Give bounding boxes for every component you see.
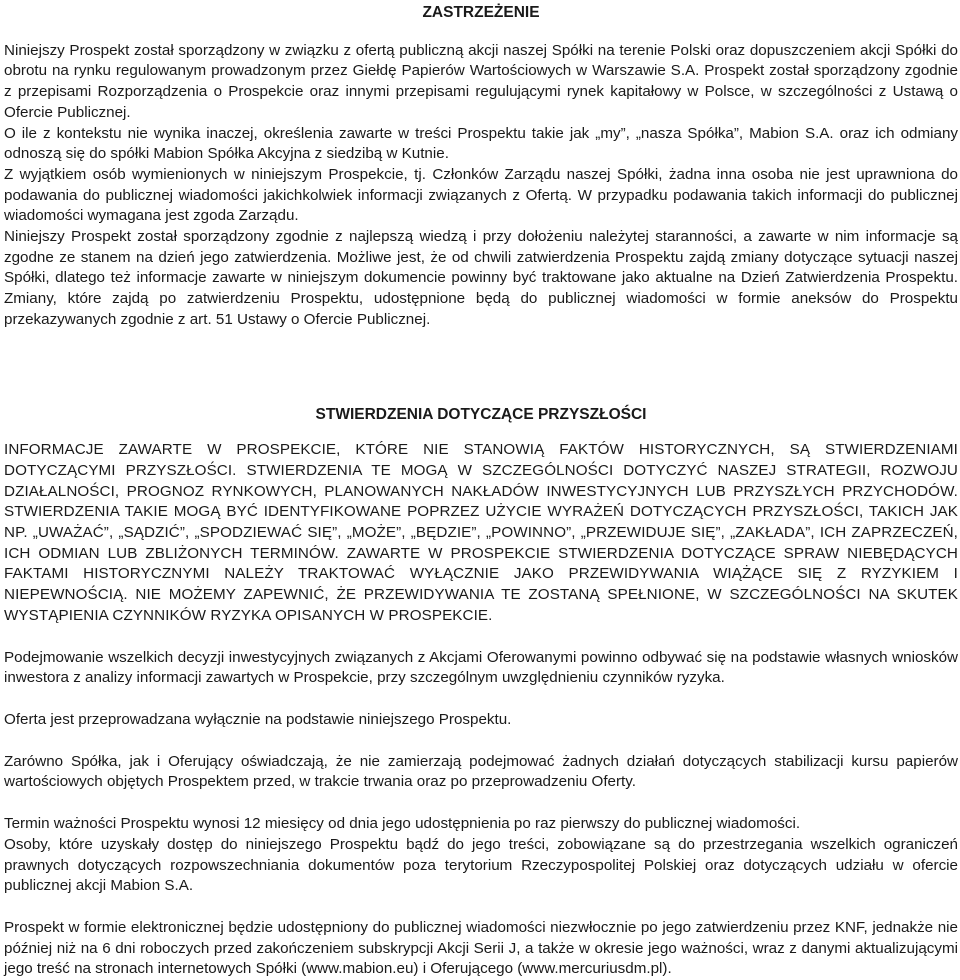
disclaimer-paragraph-2: O ile z kontekstu nie wynika inaczej, określenia zawarte w treści Prospektu takie jak „my”, „nasza Spółka”, Mabion S.A. oraz ich odmiany odnoszą się do spółki Mabion Spółka Akcyjna z siedzibą w Kutnie.	[4, 124, 958, 163]
disclaimer-paragraph-4: Niniejszy Prospekt został sporządzony zgodnie z najlepszą wiedzą i przy dołożeniu należytej staranności, a zawarte w nim informacje są zgodne ze stanem na dzień jego zatwierdzenia. Możliwe jest, że od chwili zatwierdzenia Prospektu zajdą zmiany dotyczące sytuacji naszej Spółki, dlatego też informacje zawarte w niniejszym dokumencie powinny być traktowane jako aktualne na Dzień Zatwierdzenia Prospektu. Zmiany, które zajdą po zatwierdzeniu Prospektu, udostępnione będą do publicznej wiadomości w formie aneksów do Prospektu przekazywanych zgodnie z art. 51 Ustawy o Ofercie Publicznej.	[4, 228, 958, 328]
disclaimer-paragraph-1: Niniejszy Prospekt został sporządzony w związku z ofertą publiczną akcji naszej Spółki na terenie Polski oraz dopuszczeniem akcji Spółki do obrotu na rynku regulowanym prowadzonym przez Giełdę Papierów Wartościowych w Warszawie S.A. Prospekt został sporządzony zgodnie z przepisami Rozporządzenia o Prospekcie oraz innymi przepisami regulującymi rynek kapitałowy w Polsce, w szczególności z Ustawą o Ofercie Publicznej.	[4, 41, 958, 121]
validity-paragraph: Termin ważności Prospektu wynosi 12 miesięcy od dnia jego udostępnienia po raz pierwszy do publicznej wiadomości.	[4, 815, 801, 833]
disclaimer-heading: ZASTRZEŻENIE	[422, 4, 540, 21]
distribution-restrictions-paragraph: Osoby, które uzyskały dostęp do niniejszego Prospektu bądź do jego treści, zobowiązane są do przestrzegania wszelkich ograniczeń prawnych dotyczących rozpowszechniania dokumentów poza terytorium Rzeczypospolitej Polskiej oraz dotyczących udziału w ofercie publicznej akcji Mabion S.A.	[4, 835, 958, 895]
forward-looking-heading: STWIERDZENIA DOTYCZĄCE PRZYSZŁOŚCI	[315, 405, 647, 423]
investment-decision-paragraph: Podejmowanie wszelkich decyzji inwestycyjnych związanych z Akcjami Oferowanymi powinno odbywać się na podstawie własnych wniosków inwestora z analizy informacji zawartych w Prospekcie, przy szczególnym uwzględnieniu czynników ryzyka.	[4, 648, 958, 687]
offer-basis-paragraph: Oferta jest przeprowadzana wyłącznie na podstawie niniejszego Prospektu.	[4, 710, 512, 728]
electronic-prospectus-paragraph: Prospekt w formie elektronicznej będzie udostępniony do publicznej wiadomości niezwłocznie po jego zatwierdzeniu przez KNF, jednakże nie później niż na 6 dni roboczych przed zakończeniem subskrypcji Akcji Serii J, a także w okresie jego ważności, wraz z danymi aktualizującymi jego treść na stronach internetowych Spółki (www.mabion.eu) i Oferującego (www.mercuriusdm.pl).	[4, 918, 958, 978]
disclaimer-paragraph-3: Z wyjątkiem osób wymienionych w niniejszym Prospekcie, tj. Członków Zarządu naszej Spółki, żadna inna osoba nie jest uprawniona do podawania do publicznej wiadomości jakichkolwiek informacji związanych z Ofertą. W przypadku podawania takich informacji do publicznej wiadomości wymagana jest zgoda Zarządu.	[4, 165, 958, 225]
document-page	[4, 0, 958, 980]
stabilization-paragraph: Zarówno Spółka, jak i Oferujący oświadczają, że nie zamierzają podejmować żadnych działań dotyczących stabilizacji kursu papierów wartościowych objętych Prospektem przed, w trakcie trwania oraz po przeprowadzeniu Oferty.	[4, 752, 958, 791]
forward-looking-caps-paragraph: INFORMACJE ZAWARTE W PROSPEKCIE, KTÓRE NIE STANOWIĄ FAKTÓW HISTORYCZNYCH, SĄ STWIERDZENIAMI DOTYCZĄCYMI PRZYSZŁOŚCI. STWIERDZENIA TE MOGĄ W SZCZEGÓLNOŚCI DOTYCZYĆ NASZEJ STRATEGII, ROZWOJU DZIAŁALNOŚCI, PROGNOZ RYNKOWYCH, PLANOWANYCH NAKŁADÓW INWESTYCYJNYCH LUB PRZYSZŁYCH PRZYCHODÓW. STWIERDZENIA TAKIE MOGĄ BYĆ IDENTYFIKOWANE POPRZEZ UŻYCIE WYRAŻEŃ DOTYCZĄCYCH PRZYSZŁOŚCI, TAKICH JAK NP. „UWAŻAĆ”, „SĄDZIĆ”, „SPODZIEWAĆ SIĘ”, „MOŻE”, „BĘDZIE”, „POWINNO”, „PRZEWIDUJE SIĘ”, „ZAKŁADA”, ICH ZAPRZECZEŃ, ICH ODMIAN LUB ZBLIŻONYCH TERMINÓW. ZAWARTE W PROSPEKCIE STWIERDZENIA DOTYCZĄCE SPRAW NIEBĘDĄCYCH FAKTAMI HISTORYCZNYMI NALEŻY TRAKTOWAĆ WYŁĄCZNIE JAKO PRZEWIDYWANIA WIĄŻĄCE SIĘ Z RYZYKIEM I NIEPEWNOŚCIĄ. NIE MOŻEMY ZAPEWNIĆ, ŻE PRZEWIDYWANIA TE ZOSTANĄ SPEŁNIONE, W SZCZEGÓLNOŚCI NA SKUTEK WYSTĄPIENIA CZYNNIKÓW RYZYKA OPISANYCH W PROSPEKCIE.	[4, 441, 958, 624]
